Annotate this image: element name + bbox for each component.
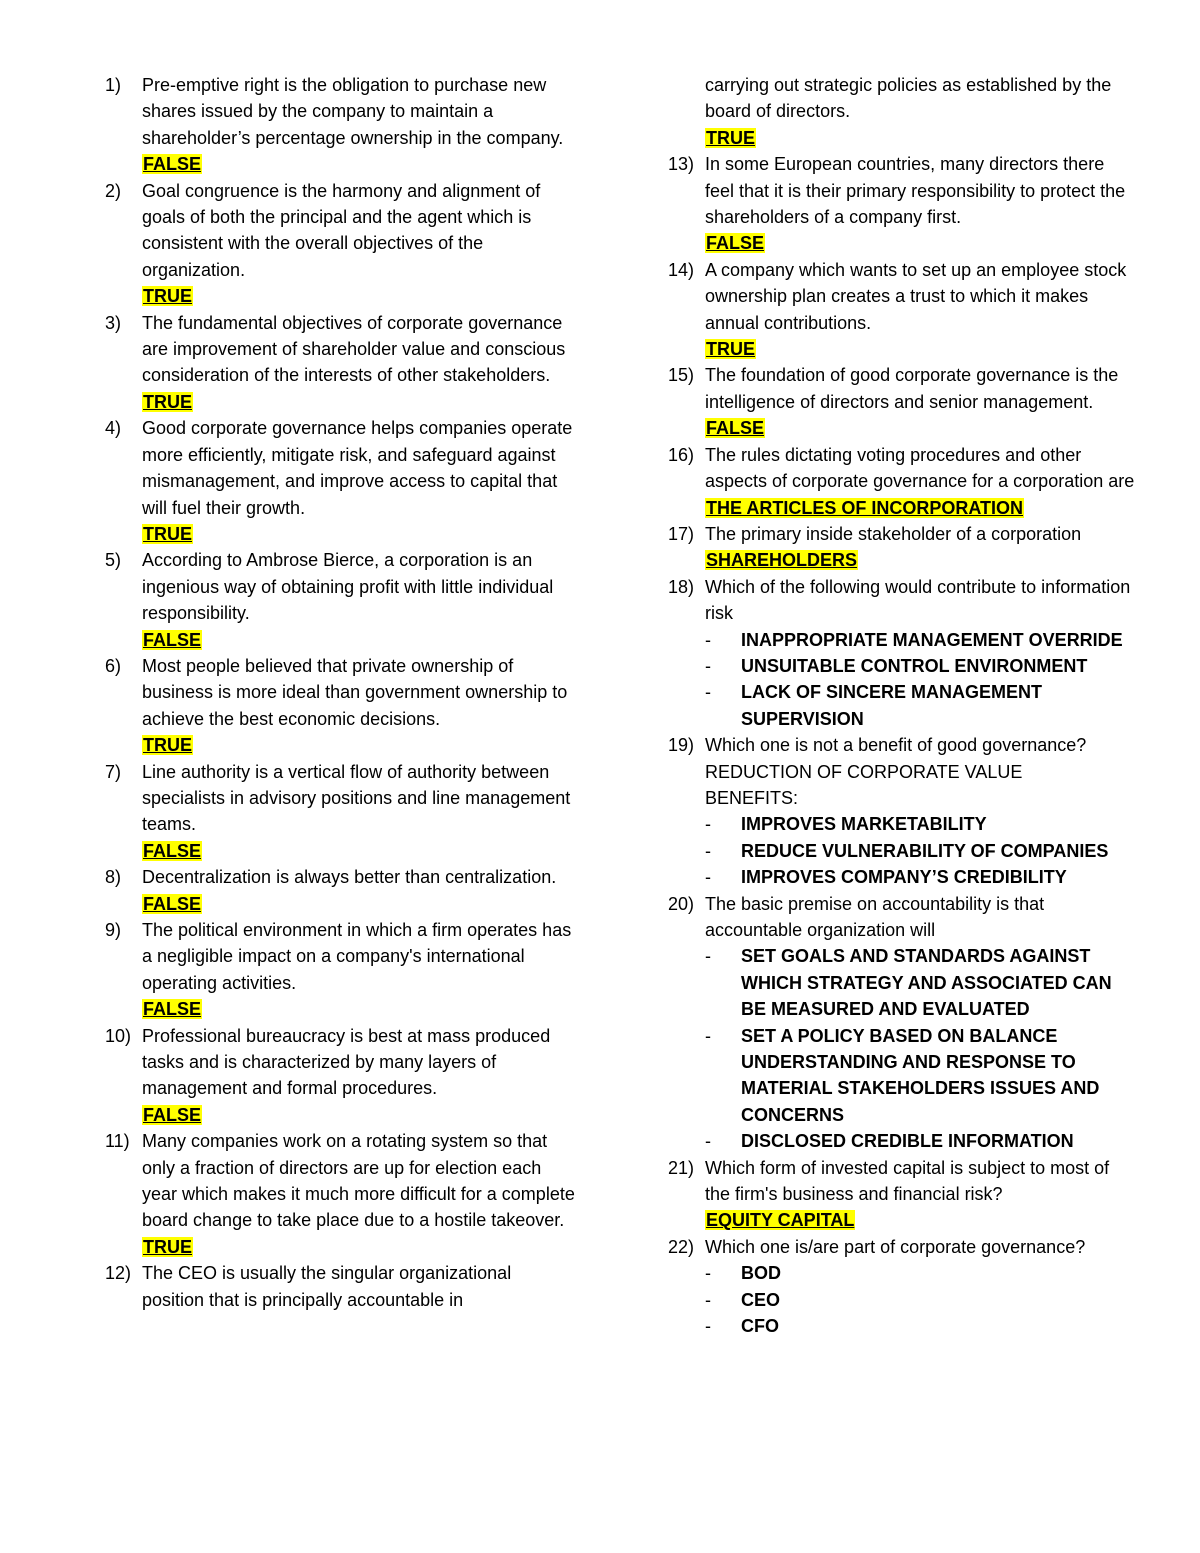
- question-number: 12): [105, 1263, 132, 1284]
- answer-bullet: [705, 943, 1138, 1022]
- bullet-text: LACK OF SINCERE MANAGEMENT SUPERVISION: [741, 682, 1042, 729]
- bullet-dash: -: [705, 814, 711, 835]
- answer-highlight: TRUE: [143, 1236, 192, 1257]
- question-text: Which of the following would contribute to information risk: [705, 576, 1131, 624]
- answer-highlight: FALSE: [143, 154, 202, 175]
- benefits-label: BENEFITS:: [705, 787, 799, 808]
- bullet-text: REDUCE VULNERABILITY OF COMPANIES: [741, 840, 1109, 861]
- answer: [705, 415, 1138, 441]
- question-number: 8): [105, 867, 122, 888]
- question-text: Good corporate governance helps companies operate more efficiently, mitigate risk, and safeguard against mismanagement, and improve access to capital that will fuel their growth.: [142, 418, 573, 518]
- answer-highlight: FALSE: [143, 999, 202, 1020]
- question-number: 16): [668, 444, 695, 465]
- bullet-text: DISCLOSED CREDIBLE INFORMATION: [741, 1131, 1074, 1152]
- question-item-2: [105, 178, 575, 310]
- answer-bullet: [705, 1313, 1138, 1339]
- bullet-dash: -: [705, 840, 711, 861]
- question-item-13: [668, 151, 1138, 257]
- question-text: The basic premise on accountability is that accountable organization will: [705, 893, 1045, 940]
- question-number: 15): [668, 365, 695, 386]
- question-text: The fundamental objectives of corporate governance are improvement of shareholder value and conscious consideration of the interests of other stakeholders.: [142, 312, 566, 386]
- answer-bullet: [705, 1128, 1138, 1154]
- bullet-text: UNSUITABLE CONTROL ENVIRONMENT: [741, 655, 1088, 676]
- bullet-dash: -: [705, 655, 711, 676]
- question-number: 5): [105, 550, 122, 571]
- question-number: 3): [105, 312, 122, 333]
- question-text: Pre-emptive right is the obligation to purchase new shares issued by the company to maintain a shareholder’s percentage ownership in the company.: [142, 75, 564, 148]
- question-item-10: [105, 1023, 575, 1129]
- answer-highlight: FALSE: [143, 1104, 202, 1125]
- answer: [142, 389, 575, 415]
- answer: [142, 151, 575, 177]
- question-number: 2): [105, 180, 122, 201]
- right-column: [668, 72, 1138, 1340]
- answer-bullet: [705, 1260, 1138, 1286]
- answer-highlight: TRUE: [706, 339, 755, 360]
- question-number: 13): [668, 154, 695, 175]
- bullet-text: IMPROVES COMPANY’S CREDIBILITY: [741, 867, 1067, 888]
- question-item-4: [105, 415, 575, 547]
- question-text: Line authority is a vertical flow of authority between specialists in advisory positions and line management teams.: [142, 761, 571, 835]
- question-number: 9): [105, 920, 122, 940]
- answer: [142, 891, 575, 917]
- question-text: Goal congruence is the harmony and alignment of goals of both the principal and the agent which is consistent with the overall objectives of the organization.: [142, 180, 541, 280]
- answer-bullet: [705, 864, 1138, 890]
- question-text: The rules dictating voting procedures and other aspects of corporate governance for a corporation are: [705, 444, 1135, 492]
- question-text: The primary inside stakeholder of a corporation: [705, 523, 1082, 544]
- question-number: 17): [668, 523, 695, 544]
- question-text: Many companies work on a rotating system so that only a fraction of directors are up for election each year which makes it much more difficult for a complete board change to take place due to a hostile takeover.: [142, 1131, 575, 1231]
- answer: [142, 627, 575, 653]
- question-text: carrying out strategic policies as established by the board of directors.: [705, 75, 1112, 122]
- question-item-3: [105, 310, 575, 416]
- answer-highlight: FALSE: [143, 840, 202, 861]
- question-text: A company which wants to set up an employee stock ownership plan creates a trust to which it makes annual contributions.: [705, 259, 1127, 333]
- answer: [705, 336, 1138, 362]
- answer-highlight: TRUE: [143, 391, 192, 412]
- question-text: The political environment in which a firm operates has a negligible impact on a company's international operating activities.: [142, 920, 572, 993]
- answer: [142, 996, 575, 1022]
- answer-highlight: FALSE: [143, 629, 202, 650]
- question-item-18: [668, 574, 1138, 732]
- answer: [705, 547, 1138, 573]
- question-item-19: [668, 732, 1138, 890]
- question-number: 21): [668, 1157, 695, 1178]
- question-item-8: [105, 864, 575, 917]
- answer-highlight: FALSE: [143, 893, 202, 914]
- answer: [705, 1207, 1138, 1233]
- answer-highlight: SHAREHOLDERS: [706, 550, 858, 571]
- question-item-20: [668, 891, 1138, 1155]
- left-column: [105, 72, 575, 1313]
- answer: [705, 230, 1138, 256]
- question-number: 22): [668, 1236, 695, 1257]
- question-item-15: [668, 362, 1138, 441]
- bullet-text: CFO: [741, 1316, 779, 1337]
- answer-bullet: [705, 679, 1138, 732]
- question-item-5: [105, 547, 575, 653]
- question-item-7: [105, 759, 575, 865]
- question-number: 19): [668, 735, 695, 756]
- question-text: Professional bureaucracy is best at mass produced tasks and is characterized by many layers of management and formal procedures.: [142, 1025, 551, 1099]
- answer-list: [705, 627, 1138, 733]
- answer: [705, 495, 1138, 521]
- question-12-continuation: [668, 72, 1138, 151]
- question-number: 11): [105, 1131, 130, 1152]
- question-item-22: [668, 1234, 1138, 1340]
- answer-highlight: EQUITY CAPITAL: [706, 1210, 855, 1231]
- bullet-dash: -: [705, 1316, 711, 1337]
- question-text: Which form of invested capital is subject to most of the firm's business and financial risk?: [705, 1157, 1110, 1205]
- question-item-9: [105, 917, 575, 1023]
- bullet-text: CEO: [741, 1289, 781, 1310]
- answer-bullet: [705, 1023, 1138, 1129]
- answer: [142, 838, 575, 864]
- bullet-text: INAPPROPRIATE MANAGEMENT OVERRIDE: [741, 629, 1123, 650]
- answer-bullet: [705, 1287, 1138, 1313]
- answer-list: [705, 1260, 1138, 1339]
- bullet-dash: -: [705, 1263, 711, 1284]
- question-text: According to Ambrose Bierce, a corporation is an ingenious way of obtaining profit with little individual responsibility.: [142, 550, 554, 624]
- answer-highlight: TRUE: [143, 286, 192, 307]
- answer-highlight: TRUE: [706, 127, 755, 148]
- question-number: 18): [668, 576, 695, 597]
- answer: [142, 732, 575, 758]
- question-item-12: [105, 1260, 575, 1313]
- answer: [142, 283, 575, 309]
- answer-highlight: TRUE: [143, 735, 192, 756]
- answer-highlight: FALSE: [706, 418, 765, 439]
- question-text: The CEO is usually the singular organizational position that is principally accountable in: [142, 1263, 512, 1310]
- bullet-dash: -: [705, 946, 711, 967]
- question-item-16: [668, 442, 1138, 521]
- question-text: Most people believed that private ownership of business is more ideal than government ownership to achieve the best economic decisions.: [142, 655, 568, 729]
- answer-highlight: THE ARTICLES OF INCORPORATION: [706, 497, 1023, 518]
- question-item-21: [668, 1155, 1138, 1234]
- question-item-6: [105, 653, 575, 759]
- question-item-11: [105, 1128, 575, 1260]
- bullet-text: BOD: [741, 1263, 781, 1284]
- question-number: 10): [105, 1025, 132, 1046]
- bullet-text: SET GOALS AND STANDARDS AGAINST WHICH STRATEGY AND ASSOCIATED CAN BE MEASURED AND EVALUATED: [741, 946, 1112, 1020]
- question-item-1: [105, 72, 575, 178]
- answer-highlight: FALSE: [706, 233, 765, 254]
- question-number: 7): [105, 761, 122, 782]
- question-text: Which one is not a benefit of good governance?: [705, 735, 1087, 756]
- bullet-dash: -: [705, 629, 711, 650]
- answer-list: [705, 943, 1138, 1154]
- answer: [142, 1234, 575, 1260]
- bullet-dash: -: [705, 867, 711, 888]
- answer: [142, 1102, 575, 1128]
- question-number: 6): [105, 655, 122, 676]
- question-text: The foundation of good corporate governance is the intelligence of directors and senior management.: [705, 365, 1119, 412]
- answer: [142, 521, 575, 547]
- question-number: 1): [105, 75, 122, 95]
- question-item-17: [668, 521, 1138, 574]
- question-number: 4): [105, 418, 122, 439]
- question-text: Which one is/are part of corporate governance?: [705, 1236, 1086, 1257]
- question-text: Decentralization is always better than centralization.: [142, 867, 557, 888]
- bullet-dash: -: [705, 1131, 711, 1152]
- answer-bullet: [705, 811, 1138, 837]
- answer-list: [705, 811, 1138, 890]
- answer: [705, 125, 1138, 151]
- bullet-text: IMPROVES MARKETABILITY: [741, 814, 987, 835]
- bullet-dash: -: [705, 682, 711, 703]
- bullet-text: SET A POLICY BASED ON BALANCE UNDERSTANDING AND RESPONSE TO MATERIAL STAKEHOLDERS ISSUES AND CONCERNS: [741, 1025, 1100, 1125]
- question-text: In some European countries, many directors there feel that it is their primary responsibility to protect the shareholders of a company first.: [705, 154, 1126, 228]
- answer-highlight: TRUE: [143, 523, 192, 544]
- question-number: 20): [668, 893, 695, 914]
- bullet-dash: -: [705, 1025, 711, 1046]
- answer-text: REDUCTION OF CORPORATE VALUE: [705, 761, 1023, 782]
- answer-bullet: [705, 627, 1138, 653]
- answer-bullet: [705, 838, 1138, 864]
- answer-bullet: [705, 653, 1138, 679]
- bullet-dash: -: [705, 1289, 711, 1310]
- question-number: 14): [668, 259, 695, 280]
- question-item-14: [668, 257, 1138, 363]
